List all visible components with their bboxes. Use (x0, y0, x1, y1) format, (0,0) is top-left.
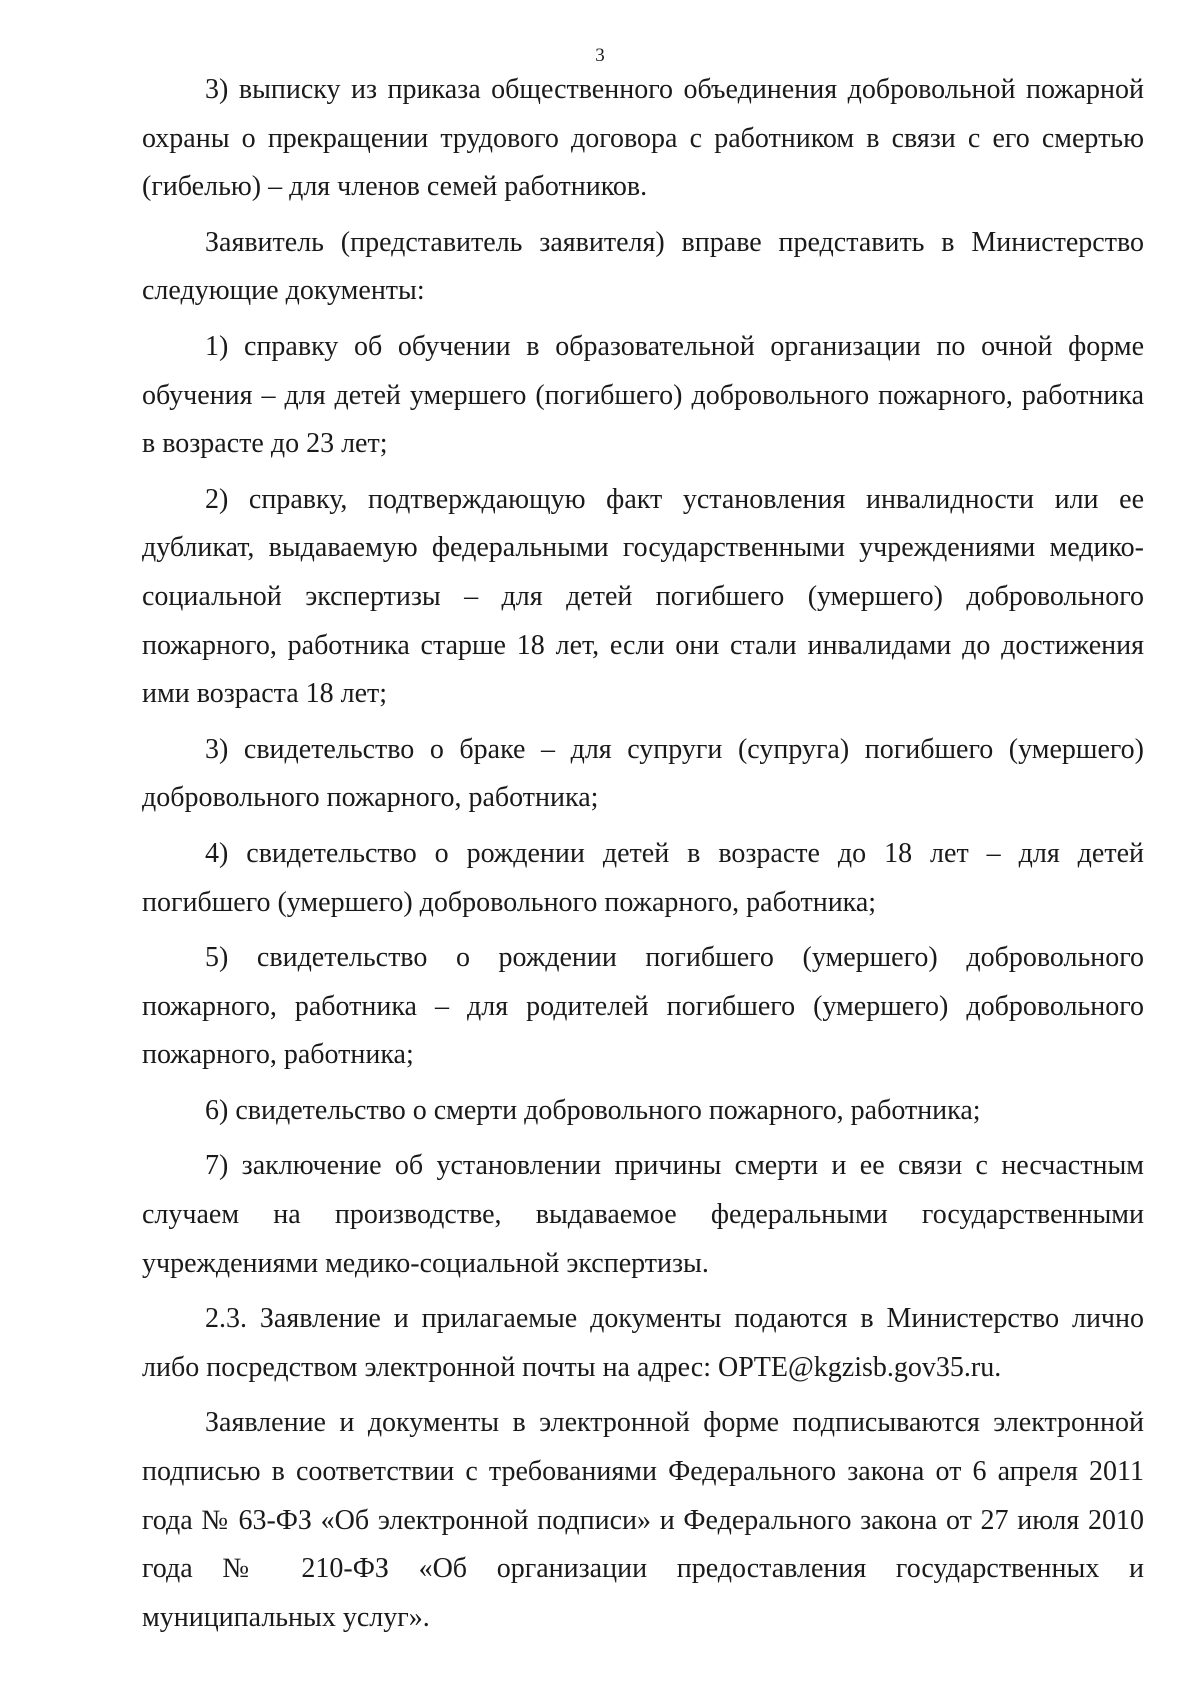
list-item-deceased-birth-certificate: 5) свидетельство о рождении погибшего (умершего) добровольного пожарного, работника – для родителей погибшего (умершего) добровольного пожарного, работника; (142, 942, 1144, 1071)
list-item-death-certificate: 6) свидетельство о смерти добровольного пожарного, работника; (205, 1094, 981, 1126)
list-item-marriage-certificate: 3) свидетельство о браке – для супруги (супруга) погибшего (умершего) добровольного пожарного, работника; (142, 733, 1144, 814)
paragraph-dismissal-extract: 3) выписку из приказа общественного объединения добровольной пожарной охраны о прекращении трудового договора с работником в связи с его смертью (гибелью) – для членов семей работников. (142, 74, 1144, 203)
list-item-disability-certificate: 2) справку, подтверждающую факт установления инвалидности или ее дубликат, выдаваемую федеральными государственными учреждениями медико-социальной экспертизы – для детей погибшего (умершего) добровольного пожарного, работника старше 18 лет, если они стали инвалидами до достижения ими возраста 18 лет; (142, 483, 1144, 710)
list-item-children-birth-certificate: 4) свидетельство о рождении детей в возрасте до 18 лет – для детей погибшего (умершего) добровольного пожарного, работника; (142, 837, 1144, 918)
page-number: 3 (595, 45, 605, 66)
paragraph-submission-method: 2.3. Заявление и прилагаемые документы подаются в Министерство лично либо посредством электронной почты на адрес: OPTE@kgzisb.gov35.ru. (142, 1303, 1144, 1383)
paragraph-applicant-right: Заявитель (представитель заявителя) вправе представить в Министерство следующие документы: (142, 226, 1144, 307)
document-body (142, 66, 1144, 1642)
list-item-study-certificate: 1) справку об обучении в образовательной организации по очной форме обучения – для детей умершего (погибшего) добровольного пожарного, работника в возрасте до 23 лет; (142, 330, 1144, 460)
paragraph-electronic-signature: Заявление и документы в электронной форме подписываются электронной подписью в соответствии с требованиями Федерального закона от 6 апреля 2011 года № 63-ФЗ «Об электронной подписи» и Федерального закона от 27 июля 2010 года № 210-ФЗ «Об организации предоставления государственных и муниципальных услуг». (142, 1407, 1144, 1633)
list-item-cause-of-death-conclusion: 7) заключение об установлении причины смерти и ее связи с несчастным случаем на производстве, выдаваемое федеральными государственными учреждениями медико-социальной экспертизы. (142, 1150, 1144, 1279)
